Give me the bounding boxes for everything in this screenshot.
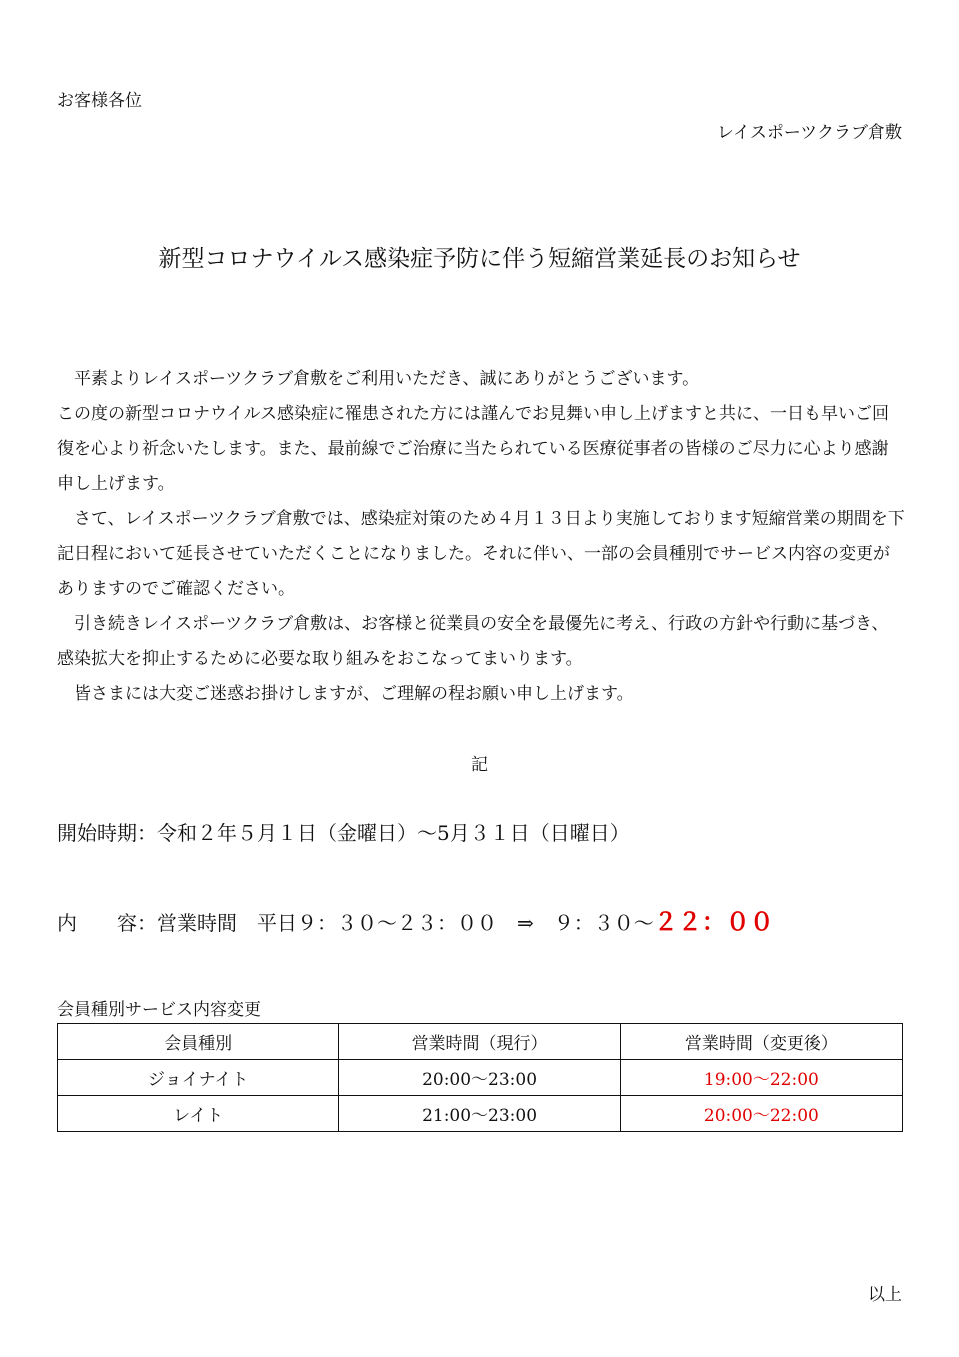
start-period: 開始時期：令和２年５月１日（金曜日）～5月３１日（日曜日） bbox=[57, 821, 630, 845]
member-type-cell: ジョイナイト bbox=[58, 1060, 339, 1096]
body-paragraph-extension: さて、レイスポーツクラブ倉敷では、感染症対策のため４月１３日より実施しております短縮営業の期間を下記日程において延長させていただくことになりました。それに伴い、一部の会員種別でサービス内容の変更がありますのでご確認ください。 bbox=[57, 509, 905, 599]
table-row bbox=[58, 1060, 903, 1096]
content-line bbox=[57, 902, 774, 937]
header-changed-hours: 営業時間（変更後） bbox=[620, 1024, 902, 1060]
body-paragraph-safety: 引き続きレイスポーツクラブ倉敷は、お客様と従業員の安全を最優先に考え、行政の方針や行動に基づき、感染拡大を抑止するために必要な取り組みをおこなってまいります。 bbox=[57, 614, 889, 669]
body-paragraph-greeting: 平素よりレイスポーツクラブ倉敷をご利用いただき、誠にありがとうございます。 bbox=[74, 369, 700, 389]
table-title: 会員種別サービス内容変更 bbox=[57, 1000, 261, 1020]
sender-name: レイスポーツクラブ倉敷 bbox=[716, 123, 902, 143]
current-hours-cell: 21:00～23:00 bbox=[339, 1096, 620, 1132]
member-type-cell: レイト bbox=[58, 1096, 339, 1132]
ki-heading: 記 bbox=[471, 755, 488, 775]
header-current-hours: 営業時間（現行） bbox=[339, 1024, 620, 1060]
changed-hours-cell: 19:00～22:00 bbox=[620, 1060, 902, 1096]
notice-title: 新型コロナウイルス感染症予防に伴う短縮営業延長のお知らせ bbox=[158, 246, 801, 272]
changed-hours-cell: 20:00～22:00 bbox=[620, 1096, 902, 1132]
table-row bbox=[58, 1096, 903, 1132]
notice-body bbox=[57, 362, 905, 712]
body-paragraph-apology: 皆さまには大変ご迷惑お掛けしますが、ご理解の程お願い申し上げます。 bbox=[74, 684, 634, 704]
current-hours-cell: 20:00～23:00 bbox=[339, 1060, 620, 1096]
new-closing-time: ２２：００ bbox=[653, 907, 774, 936]
closing-word: 以上 bbox=[868, 1285, 902, 1305]
service-change-table bbox=[57, 1023, 903, 1132]
table-header-row bbox=[58, 1024, 903, 1060]
header-member-type: 会員種別 bbox=[58, 1024, 339, 1060]
addressee: お客様各位 bbox=[57, 91, 142, 111]
content-label: 内 容：営業時間 平日９：３０～２３：００ ⇒ ９：３０～ bbox=[57, 911, 654, 935]
body-paragraph-sympathy: この度の新型コロナウイルス感染症に罹患された方には謹んでお見舞い申し上げますと共に、一日も早いご回復を心より祈念いたします。また、最前線でご治療に当たられている医療従事者の皆様のご尽力に心より感謝申し上げます。 bbox=[57, 404, 889, 494]
